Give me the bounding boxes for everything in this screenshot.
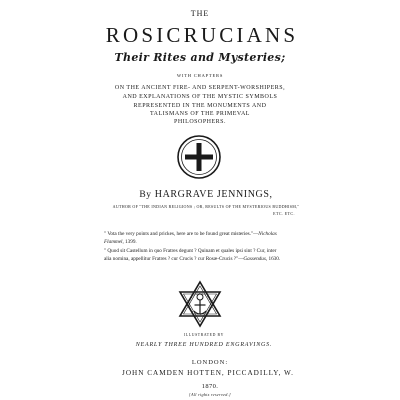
title-article: THE xyxy=(190,9,210,18)
illustrated-by: ILLUSTRATED BY xyxy=(184,333,224,337)
quote-attribution: Gassendus xyxy=(243,256,266,262)
quote-date: , 1630. xyxy=(265,256,281,262)
imprint-year: 1870. xyxy=(201,383,219,390)
epigraph-quote xyxy=(104,247,330,263)
description-line: ON THE ANCIENT FIRE- AND SERPENT-WORSHIPERS, xyxy=(114,85,286,91)
imprint-city: LONDON: xyxy=(191,359,229,366)
quote-text: alia nomina, appellitur Fratres ? cur Crucis ? cur Rosæ-Crucis ?"— xyxy=(104,256,244,262)
author-line xyxy=(6,189,400,200)
author-etc: ETC. ETC. xyxy=(273,211,295,216)
book-subtitle: Their Rites and Mysteries; xyxy=(114,51,286,64)
quote-attribution: Nicholas xyxy=(258,231,277,237)
description-line: REPRESENTED IN THE MONUMENTS AND xyxy=(133,103,267,109)
description-line: PHILOSOPHERS. xyxy=(173,119,226,125)
circled-cross-icon xyxy=(176,134,222,180)
hexagram-seal-icon xyxy=(176,280,224,328)
engravings-count: NEARLY THREE HUNDRED ENGRAVINGS. xyxy=(135,342,273,348)
author-credits: AUTHOR OF "THE INDIAN RELIGIONS ; OR, RESULTS OF THE MYSTERIOUS BUDDHISM," xyxy=(112,204,300,209)
quote-date: , 1399. xyxy=(122,239,137,245)
quote-text: " Quod sit Castellum in quo Fratres degunt ? Quinam et quales ipsi sint ? Cur, inter xyxy=(104,248,277,254)
imprint-rights: [All rights reserved.] xyxy=(189,392,231,397)
quote-attribution: Flammel xyxy=(104,239,123,245)
imprint-publisher: JOHN CAMDEN HOTTEN, PICCADILLY, W. xyxy=(122,369,294,377)
author-name: HARGRAVE JENNINGS, xyxy=(154,189,273,200)
description-line: TALISMANS OF THE PRIMEVAL xyxy=(150,111,250,117)
quote-text: " Vota the very points and prickes, here are to be found great misteries."— xyxy=(104,231,259,237)
book-title: ROSICRUCIANS xyxy=(105,23,299,47)
with-chapters: WITH CHAPTERS xyxy=(176,73,224,78)
author-by: By xyxy=(139,190,152,200)
description-line: AND EXPLANATIONS OF THE MYSTIC SYMBOLS xyxy=(122,94,278,100)
epigraph-quote xyxy=(104,230,330,246)
